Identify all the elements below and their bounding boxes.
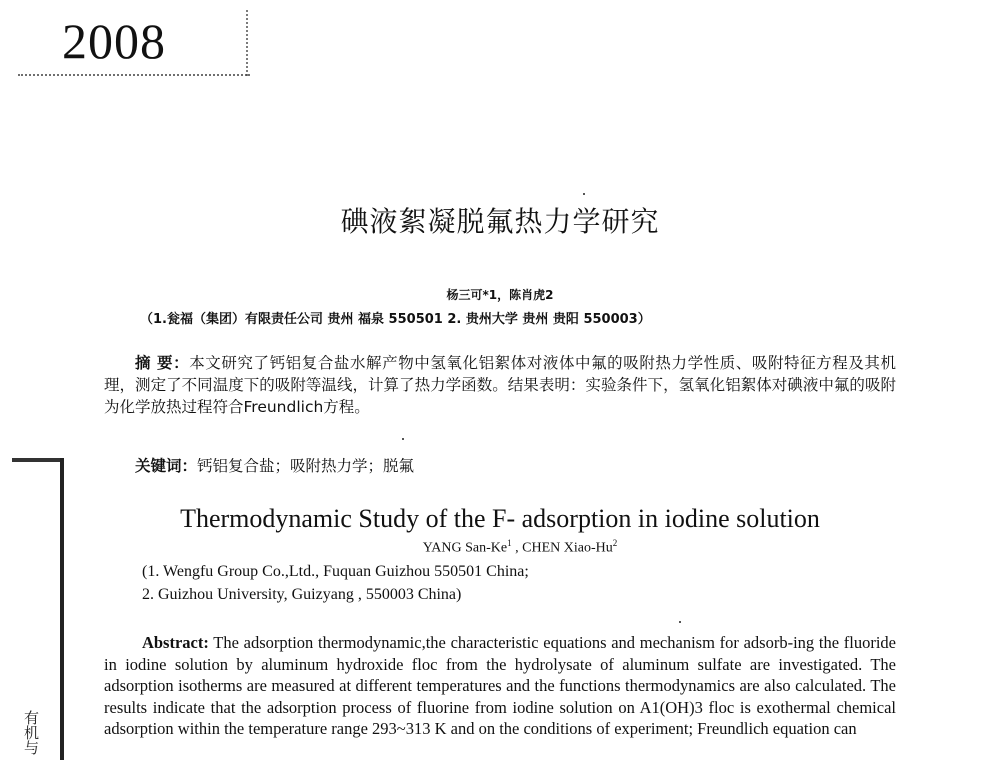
english-title: Thermodynamic Study of the F- adsorption in iodine solution [180,504,820,533]
chinese-abstract [104,352,896,418]
margin-binding-tick [12,458,64,462]
english-author-1-sup: 1 [507,538,512,548]
year-heading: 2008 [62,13,166,69]
english-author-2: CHEN Xiao-Hu [522,540,613,556]
scan-speck [402,438,404,440]
english-affiliation-line-2: 2. Guizhou University, Guizyang , 550003 China) [142,586,462,603]
chinese-keywords [104,454,896,476]
english-affiliation-line-1: (1. Wengfu Group Co.,Ltd., Fuquan Guizhou 550501 China; [142,563,529,580]
chinese-abstract-label: 摘 要： [135,354,190,372]
chinese-affiliation: （1.瓮福（集团）有限责任公司 贵州 福泉 550501 2. 贵州大学 贵州 贵阳 550003） [140,312,651,327]
english-author-1: YANG San-Ke [422,540,508,556]
english-abstract-text: The adsorption thermodynamic,the characteristic equations and mechanism for adsorb-ing the fluoride in iodine solution by aluminum hydroxide floc from the hydrolysate of aluminum sulfate are investigated. The adsorption isotherms are measured at different temperatures and the functions thermodynamics are also calculated. The results indicate that the adsorption process of fluorine from iodine solution on A1(OH)3 floc is exothermal chemical adsorption within the temperature range 293~313 K and on the conditions of experiment; Freundlich equation can [104,633,896,738]
scan-speck [583,193,585,195]
chinese-keywords-label: 关键词： [135,457,198,475]
english-affiliation [142,560,842,606]
english-abstract [104,632,896,740]
chinese-authors: 杨三可*1，陈肖虎2 [446,288,554,302]
scan-artifact-line [18,74,250,79]
english-author-separator: , [511,540,523,556]
english-abstract-label: Abstract: [141,633,209,652]
english-author-2-sup: 2 [612,538,618,548]
margin-side-text: 有机与 [22,710,40,755]
scan-speck [679,621,681,623]
english-authors [0,538,1000,557]
chinese-abstract-text: 本文研究了钙铝复合盐水解产物中氢氧化铝絮体对液体中氟的吸附热力学性质、吸附特征方程及其机理，测定了不同温度下的吸附等温线，计算了热力学函数。结果表明：实验条件下，氢氧化铝絮体对碘液中氟的吸附为化学放热过程符合Freundlich方程。 [104,354,896,416]
margin-binding-bar [60,458,64,760]
chinese-keywords-text: 钙铝复合盐；吸附热力学；脱氟 [197,457,415,475]
scan-artifact-dash [246,10,250,76]
chinese-title: 碘液絮凝脱氟热力学研究 [340,205,660,238]
